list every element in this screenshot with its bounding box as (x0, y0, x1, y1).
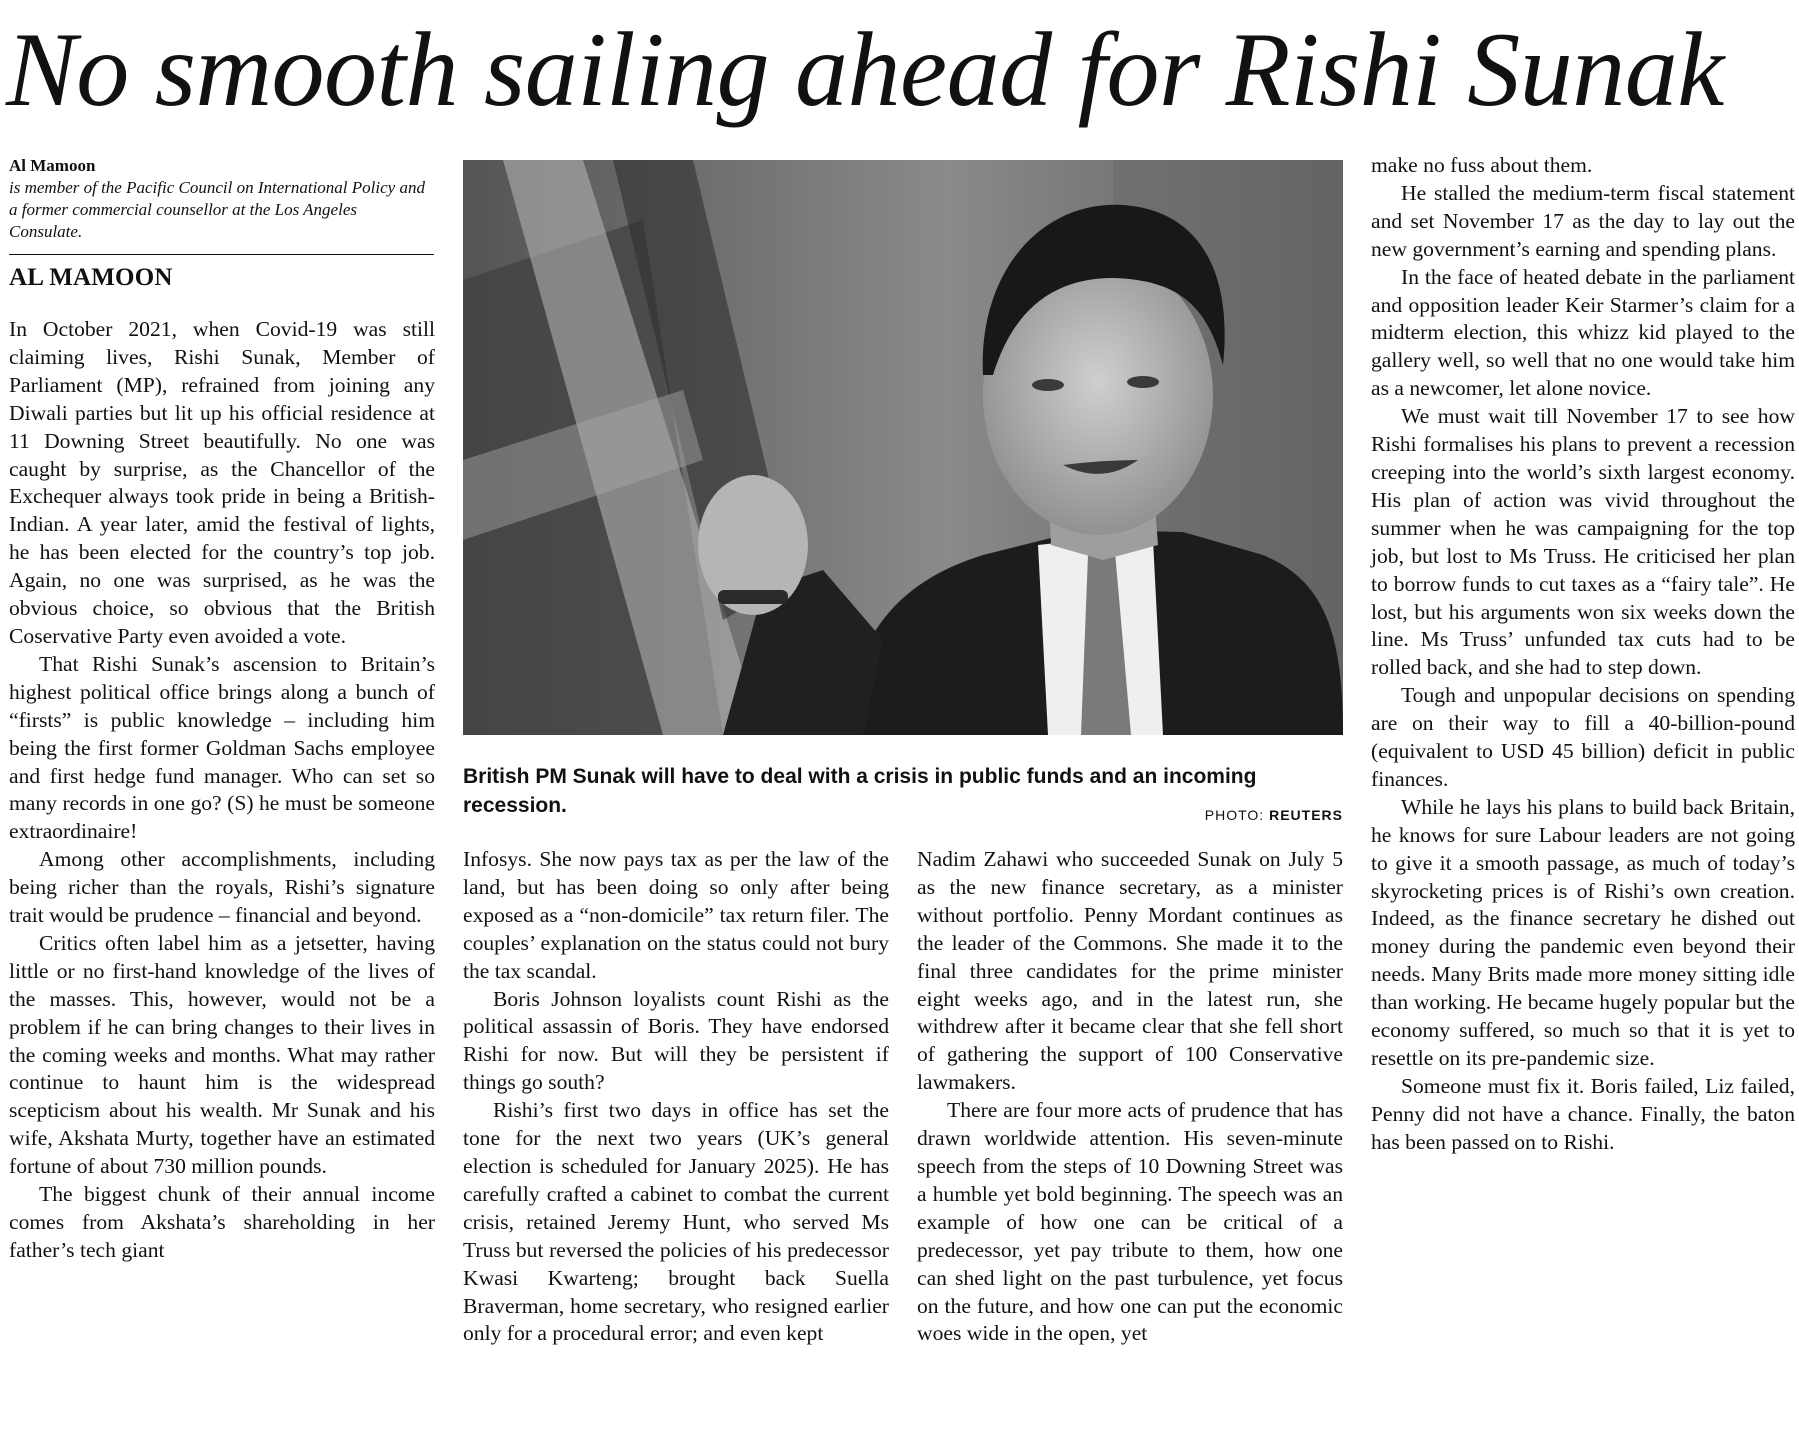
paragraph: Infosys. She now pays tax as per the law of the land, but has been doing so only after being exposed as a “non-domicile” tax return filer. The couples’ explanation on the status could not bury the tax scandal. (463, 847, 889, 983)
paragraph: Boris Johnson loyalists count Rishi as the political assassin of Boris. They have endorsed Rishi for now. But will they be persistent if things go south? (463, 986, 889, 1095)
article-column-4 (1371, 152, 1795, 1157)
article-column-1 (9, 316, 435, 1265)
paragraph: There are four more acts of prudence that has drawn worldwide attention. His seven-minute speech from the steps of 10 Downing Street was a humble yet bold beginning. The speech was an example of how one can be critical of a predecessor, yet pay tribute to them, how one can shed light on the past turbulence, yet focus on the future, and how one can put the economic woes wide in the open, yet (917, 1098, 1343, 1346)
author-bio: is member of the Pacific Council on International Policy and a former commercial counsellor at the Los Angeles Consulate. (9, 178, 425, 241)
paragraph: In the face of heated debate in the parliament and opposition leader Keir Starmer’s claim for a midterm election, this whizz kid played to the gallery well, so well that no one would take him as a newcomer, let alone novice. (1371, 264, 1795, 401)
photo-caption: British PM Sunak will have to deal with a crisis in public funds and an incoming recession. (463, 765, 1257, 817)
author-name: Al Mamoon (9, 156, 96, 175)
paragraph: Among other accomplishments, including being richer than the royals, Rishi’s signature trait would be prudence – financial and beyond. (9, 847, 435, 928)
byline: AL MAMOON (9, 264, 173, 291)
paragraph: Nadim Zahawi who succeeded Sunak on July 5 as the new finance secretary, as a minister without portfolio. Penny Mordant continues as the leader of the Commons. She made it to the final three candidates for the prime minister eight weeks ago, and in the latest run, she withdrew after it became clear that she fell short of gathering the support of 100 Conservative lawmakers. (917, 847, 1343, 1095)
paragraph: We must wait till November 17 to see how Rishi formalises his plans to prevent a recession creeping into the world’s sixth largest economy. His plan of action was vivid throughout the summer when he was campaigning for the top job, but lost to Ms Truss. He criticised her plan to borrow funds to cut taxes as a “fairy tale”. He lost, but his arguments won six weeks down the line. Ms Truss’ unfunded tax cuts had to be rolled back, and she had to step down. (1371, 404, 1795, 680)
photo-illustration (463, 160, 1343, 735)
article-photo (463, 160, 1343, 735)
author-info (9, 155, 434, 243)
paragraph: While he lays his plans to build back Britain, he knows for sure Labour leaders are not going to give it a smooth passage, as much of today’s skyrocketing prices is of Rishi’s own creation. Indeed, as the finance secretary he dished out money during the pandemic even beyond their needs. Many Brits made more money sitting idle than working. He became hugely popular but the economy suffered, so much so that it is yet to resettle on its pre-pandemic size. (1371, 794, 1795, 1070)
paragraph: The biggest chunk of their annual income comes from Akshata’s shareholding in her father’s tech giant (9, 1182, 435, 1262)
paragraph: Critics often label him as a jetsetter, having little or no first-hand knowledge of the lives of the masses. This, however, would not be a problem if he can bring changes to their lives in the coming weeks and months. What may rather continue to haunt him is the widespread scepticism about his wealth. Mr Sunak and his wife, Akshata Murty, together have an estimated fortune of about 730 million pounds. (9, 930, 435, 1179)
paragraph: That Rishi Sunak’s ascension to Britain’s highest political office brings along a bunch of “firsts” is public knowledge – including him being the first former Goldman Sachs employee and first hedge fund manager. Who can set so many records in one go? (S) he must be someone extraordinaire! (9, 651, 435, 844)
paragraph: He stalled the medium-term fiscal statement and set November 17 as the day to lay out the new government’s earning and spending plans. (1371, 180, 1795, 261)
paragraph: Rishi’s first two days in office has set the tone for the next two years (UK’s general election is scheduled for January 2025). He has carefully crafted a cabinet to combat the current crisis, retained Jeremy Hunt, who served Ms Truss but reversed the policies of his predecessor Kwasi Kwarteng; brought back Suella Braverman, home secretary, who resigned earlier only for a procedural error; and even kept (463, 1098, 889, 1346)
byline-divider (9, 254, 434, 255)
photo-credit (1150, 806, 1343, 824)
article-column-2 (463, 846, 889, 1348)
photo-credit-source: REUTERS (1269, 807, 1343, 823)
paragraph: Tough and unpopular decisions on spending are on their way to fill a 40-billion-pound (equivalent to USD 45 billion) deficit in public finances. (1371, 683, 1795, 791)
article-column-3 (917, 846, 1343, 1348)
paragraph: Someone must fix it. Boris failed, Liz failed, Penny did not have a chance. Finally, the baton has been passed on to Rishi. (1371, 1073, 1795, 1154)
paragraph: In October 2021, when Covid-19 was still claiming lives, Rishi Sunak, Member of Parliament (MP), refrained from joining any Diwali parties but lit up his official residence at 11 Downing Street beautifully. No one was caught by surprise, as the Chancellor of the Exchequer always took pride in being a British-Indian. A year later, amid the festival of lights, he has been elected for the country’s top job. Again, no one was surprised, as he was the obvious choice, so obvious that the British Coservative Party even avoided a vote. (9, 317, 435, 648)
photo-credit-label: PHOTO: (1204, 807, 1265, 823)
headline: No smooth sailing ahead for Rishi Sunak (6, 11, 1724, 128)
paragraph: make no fuss about them. (1371, 153, 1593, 177)
